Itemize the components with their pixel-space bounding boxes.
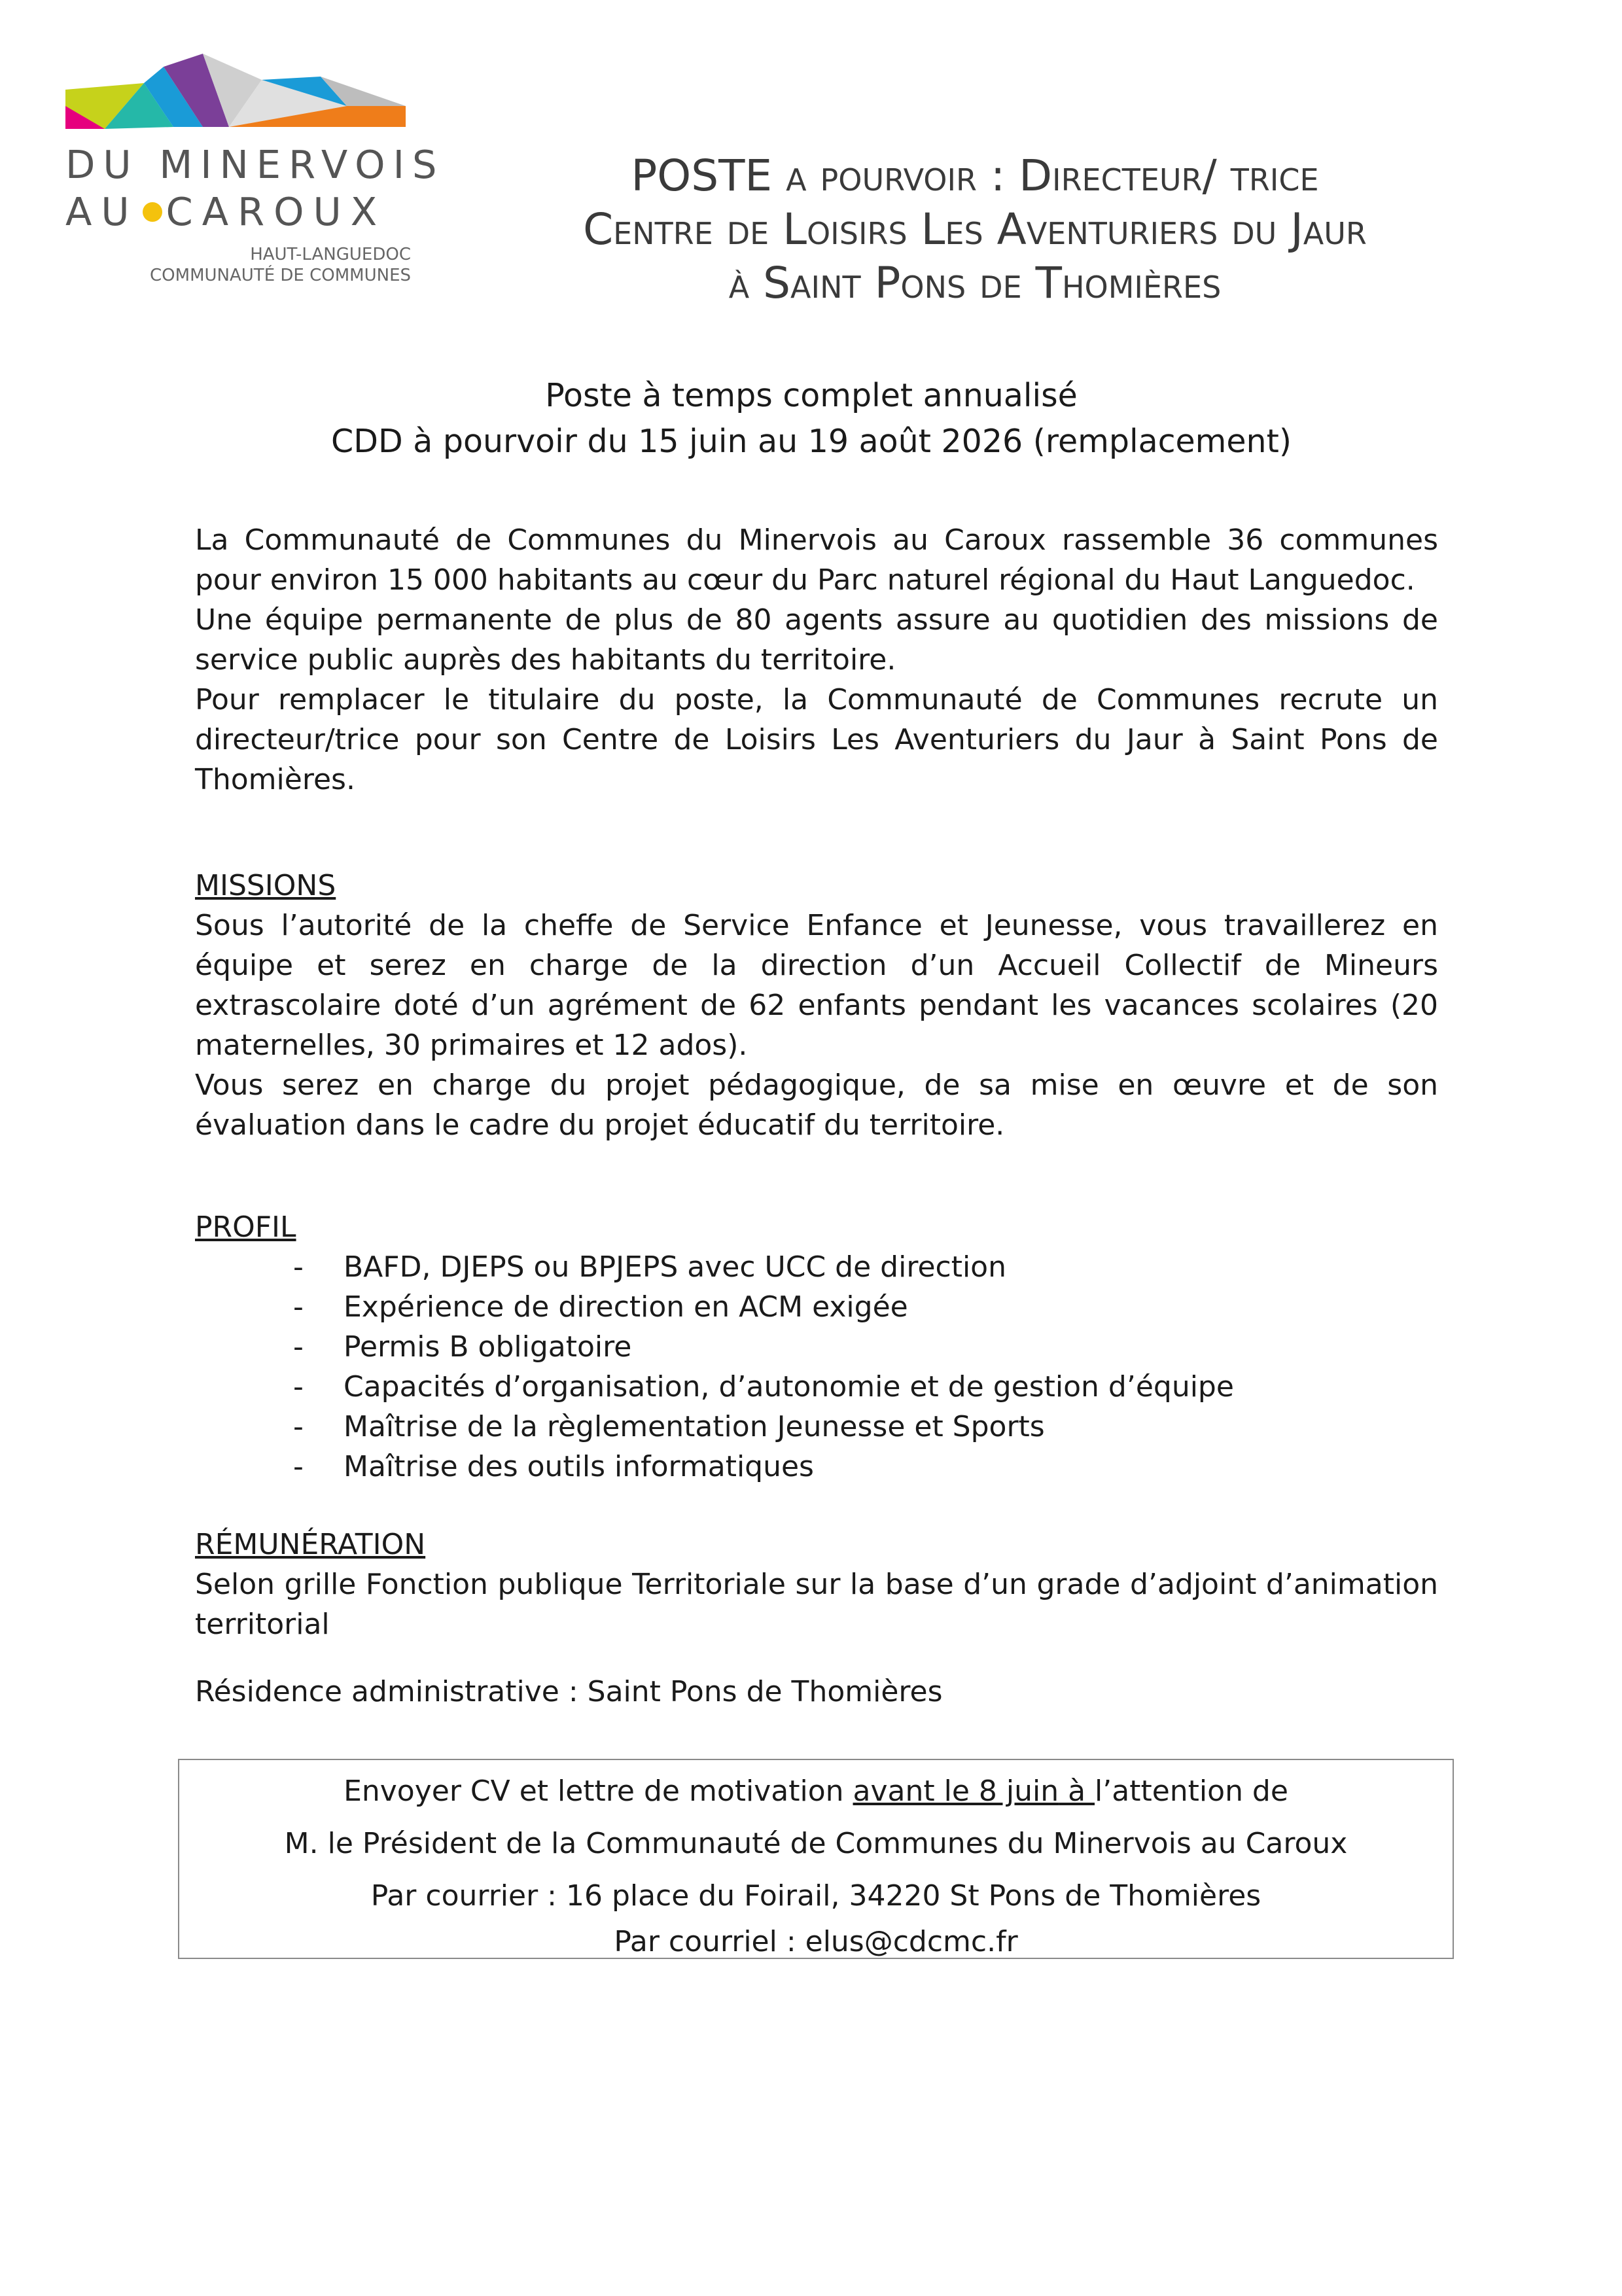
list-item xyxy=(195,1247,1438,1287)
list-item xyxy=(195,1407,1438,1447)
list-dash: - xyxy=(293,1410,304,1443)
list-item xyxy=(195,1447,1438,1487)
list-item-text: Maîtrise des outils informatiques xyxy=(344,1450,814,1483)
list-item-text: BAFD, DJEPS ou BPJEPS avec UCC de direction xyxy=(344,1250,1006,1284)
remuneration-text: Selon grille Fonction publique Territoriale sur la base d’un grade d’adjoint d’animation territorial xyxy=(195,1568,1438,1641)
missions-paragraph-2: Vous serez en charge du projet pédagogique, de sa mise en œuvre et de son évaluation dans le cadre du projet éducatif du territoire. xyxy=(195,1069,1438,1142)
logo-line-2-right: CAROUX xyxy=(166,189,387,234)
title-line-2: Centre de Loisirs Les Aventuriers du Jaur xyxy=(583,204,1367,255)
residence-text: Résidence administrative : Saint Pons de Thomières xyxy=(195,1675,943,1708)
title-line-1: POSTE a pourvoir : Directeur/ trice xyxy=(631,150,1319,201)
profile-heading: PROFIL xyxy=(195,1210,296,1244)
logo-mountains-graphic xyxy=(65,54,412,139)
job-subtitle xyxy=(196,373,1426,465)
logo-line-2 xyxy=(65,189,419,234)
list-dash: - xyxy=(293,1330,304,1364)
remuneration-heading: RÉMUNÉRATION xyxy=(195,1528,426,1561)
list-dash: - xyxy=(293,1370,304,1404)
title-line-3: à Saint Pons de Thomières xyxy=(728,258,1222,308)
list-item xyxy=(195,1327,1438,1367)
subtitle-line-1: Poste à temps complet annualisé xyxy=(545,377,1078,414)
logo-subtitle-2: COMMUNAUTÉ DE COMMUNES xyxy=(150,266,411,285)
deadline-text: avant le 8 juin xyxy=(853,1775,1059,1808)
profile-section xyxy=(195,1207,1438,1487)
contact-line-1 xyxy=(179,1775,1453,1808)
logo-sun-dot xyxy=(143,202,162,222)
organization-logo xyxy=(65,54,445,296)
remuneration-section xyxy=(195,1525,1438,1644)
application-contact-box xyxy=(178,1759,1454,1959)
list-dash: - xyxy=(293,1450,304,1483)
logo-line-2-left: AU xyxy=(65,189,139,234)
logo-line-1: DU MINERVOIS xyxy=(65,142,445,187)
list-item xyxy=(195,1287,1438,1327)
missions-heading: MISSIONS xyxy=(195,869,336,902)
contact-line-1-a: Envoyer CV et lettre de motivation xyxy=(344,1775,853,1808)
profile-list xyxy=(195,1247,1438,1487)
intro-section xyxy=(195,520,1438,800)
list-item-text: Capacités d’organisation, d’autonomie et de gestion d’équipe xyxy=(344,1370,1234,1404)
list-dash: - xyxy=(293,1290,304,1324)
contact-postal-address: Par courrier : 16 place du Foirail, 34220 St Pons de Thomières xyxy=(370,1879,1261,1913)
intro-paragraph-2: Une équipe permanente de plus de 80 agents assure au quotidien des missions de service public auprès des habitants du territoire. xyxy=(195,603,1438,677)
contact-email: Par courriel : elus@cdcmc.fr xyxy=(614,1925,1018,1958)
missions-paragraph-1: Sous l’autorité de la cheffe de Service Enfance et Jeunesse, vous travaillerez en équipe et serez en charge de la direction d’un Accueil Collectif de Mineurs extrascolaire doté d’un agrément de 62 enfants pendant les vacances scolaires (20 maternelles, 30 primaires et 12 ados). xyxy=(195,909,1438,1062)
intro-paragraph-1: La Communauté de Communes du Minervois au Caroux rassemble 36 communes pour environ 15 000 habitants au cœur du Parc naturel régional du Haut Languedoc. xyxy=(195,523,1438,597)
intro-paragraph-3: Pour remplacer le titulaire du poste, la Communauté de Communes recrute un directeur/trice pour son Centre de Loisirs Les Aventuriers du Jaur à Saint Pons de Thomières. xyxy=(195,683,1438,796)
list-dash: - xyxy=(293,1250,304,1284)
page-title xyxy=(458,149,1492,310)
subtitle-line-2: CDD à pourvoir du 15 juin au 19 août 2026 (remplacement) xyxy=(331,423,1292,460)
list-item-text: Expérience de direction en ACM exigée xyxy=(344,1290,908,1324)
contact-line-1-d: l’attention de xyxy=(1095,1775,1288,1808)
contact-line-2: M. le Président de la Communauté de Communes du Minervois au Caroux xyxy=(284,1827,1348,1860)
missions-section xyxy=(195,866,1438,1145)
contact-line-1-c: à xyxy=(1059,1775,1095,1808)
list-item xyxy=(195,1367,1438,1407)
list-item-text: Permis B obligatoire xyxy=(344,1330,632,1364)
list-item-text: Maîtrise de la règlementation Jeunesse et Sports xyxy=(344,1410,1045,1443)
logo-subtitle-1: HAUT-LANGUEDOC xyxy=(250,245,411,264)
